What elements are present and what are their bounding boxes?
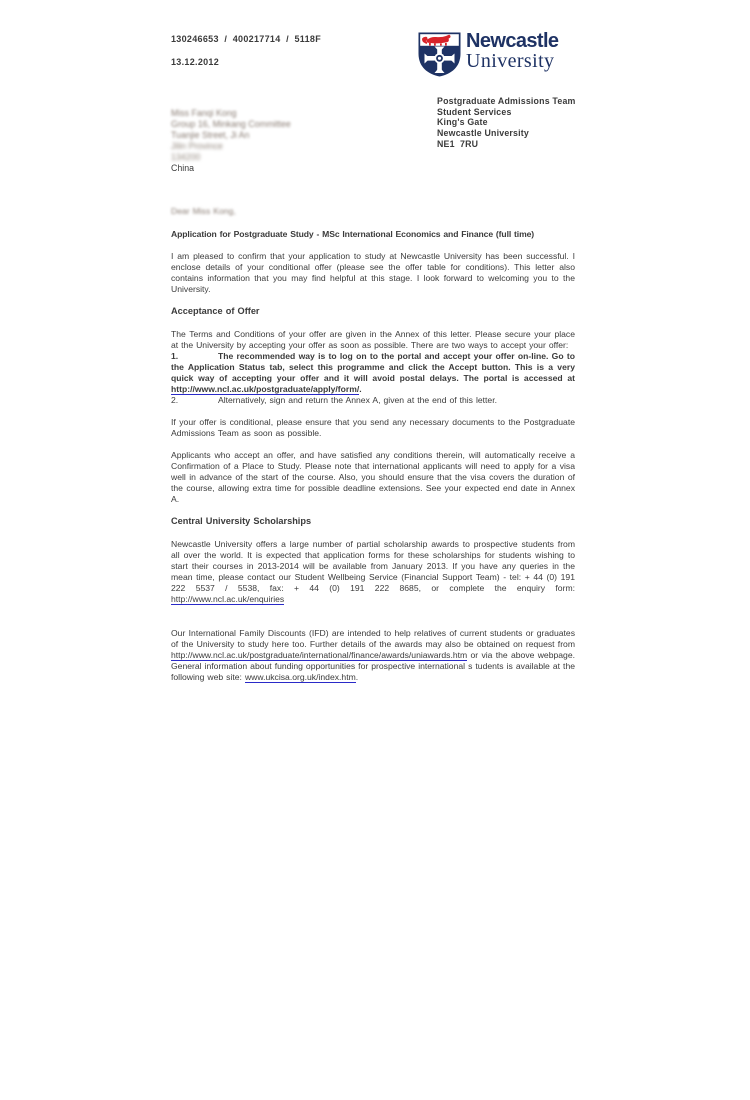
letter-date: 13.12.2012 (171, 57, 220, 67)
option-1-text: The recommended way is to log on to the portal and accept your offer on-line. Go to the Application Status tab, select this programme and click the Accept button. This is a very quick way of accepting your offer and it will avoid postal delays. The portal is accessed at (171, 351, 575, 383)
accept-option-2 (171, 395, 575, 406)
sender-address-line: Postgraduate Admissions Team (437, 96, 576, 106)
sender-address-line: King's Gate (437, 117, 488, 128)
uniawards-link[interactable]: http://www.ncl.ac.uk/postgraduate/international/finance/awards/uniawards.htm (171, 650, 468, 660)
scholarships-heading: Central University Scholarships (171, 516, 312, 526)
acceptance-heading: Acceptance of Offer (171, 306, 260, 316)
confirmation-paragraph: Applicants who accept an offer, and have satisfied any conditions therein, will automatically receive a Confirmation of a Place to Study. Please note that international applicants will need to apply for a visa well in advance of the start of the course. Also, you should ensure that the visa covers the duration of the course, allowing extra time for possible deadline extensions. See your expected end date in Annex A. (171, 450, 575, 504)
university-crest-icon (417, 31, 462, 78)
recipient-country: China (171, 162, 194, 173)
recipient-address-line-redacted: Jilin Province (171, 140, 223, 151)
conditional-paragraph: If your offer is conditional, please ensure that you send any necessary documents to the Postgraduate Admissions Team as soon as possible. (171, 417, 575, 438)
scholarships-text: Newcastle University offers a large number of partial scholarship awards to prospective students from all over the world. It is expected that application forms for these scholarships for students wishing to start their courses in 2013-2014 will be available from January 2013. If you have any queries in the mean time, please contact our Student Wellbeing Service (Financial Support Team) - tel: + 44 (0) 191 222 5537 / 5538, fax: + 44 (0) 191 222 8685, or complete the enquiry form: (171, 539, 575, 593)
recipient-postcode-redacted: 134200 (171, 151, 201, 162)
ifd-text-3: . (355, 672, 359, 682)
logo-text-newcastle: Newcastle (466, 30, 559, 52)
ukcisa-link[interactable]: www.ukcisa.org.uk/index.htm (244, 672, 356, 682)
logo-text-university: University (466, 50, 555, 72)
logo-wordmark (466, 31, 558, 71)
family-discounts-paragraph (171, 628, 575, 683)
ifd-text-2: or via the above webpage. General information about funding opportunities for prospective international s tudents is available at the following web site: (171, 650, 575, 682)
recipient-address-line-redacted: Group 16, Minkang Committee (171, 118, 291, 129)
option-1-number: 1. (171, 351, 179, 361)
recipient-name-redacted: Miss Fanqi Kong (171, 108, 237, 118)
option-2-number: 2. (171, 395, 179, 405)
university-logo (417, 31, 558, 78)
sender-address-line: Newcastle University (437, 128, 530, 139)
recipient-address (171, 108, 291, 173)
letter-body (171, 206, 575, 694)
scholarships-paragraph (171, 539, 575, 605)
sender-address-line: Student Services (437, 106, 512, 117)
reference-number: 130246653 / 400217714 / 5118F (171, 34, 322, 44)
ifd-text-1: Our International Family Discounts (IFD) are intended to help relatives of current students or graduates of the University to study here too. Further details of the awards may also be obtained on request from (171, 628, 575, 649)
option-2-text: Alternatively, sign and return the Annex A, given at the end of this letter. (218, 395, 497, 405)
sender-address (437, 96, 576, 150)
recipient-address-line-redacted: Tuanjie Street, Ji An (171, 129, 250, 140)
option-1-period: . (359, 384, 362, 394)
portal-apply-link[interactable]: http://www.ncl.ac.uk/postgraduate/apply/form/ (171, 384, 360, 394)
subject-line: Application for Postgraduate Study - MSc International Economics and Finance (full time) (171, 229, 535, 239)
salutation-redacted: Dear Miss Kong, (171, 206, 236, 216)
sender-address-line: NE1 7RU (437, 138, 479, 149)
enquiries-link[interactable]: http://www.ncl.ac.uk/enquiries (171, 594, 285, 604)
acceptance-intro-paragraph: The Terms and Conditions of your offer are given in the Annex of this letter. Please secure your place at the University by accepting your offer as soon as possible. There are two ways to accept your offer: (171, 329, 575, 350)
intro-paragraph: I am pleased to confirm that your application to study at Newcastle University has been successful. I enclose details of your conditional offer (please see the offer table for conditions). This letter also contains information that you may find helpful at this stage. I look forward to welcoming you to the University. (171, 251, 575, 294)
accept-option-1 (171, 351, 575, 395)
